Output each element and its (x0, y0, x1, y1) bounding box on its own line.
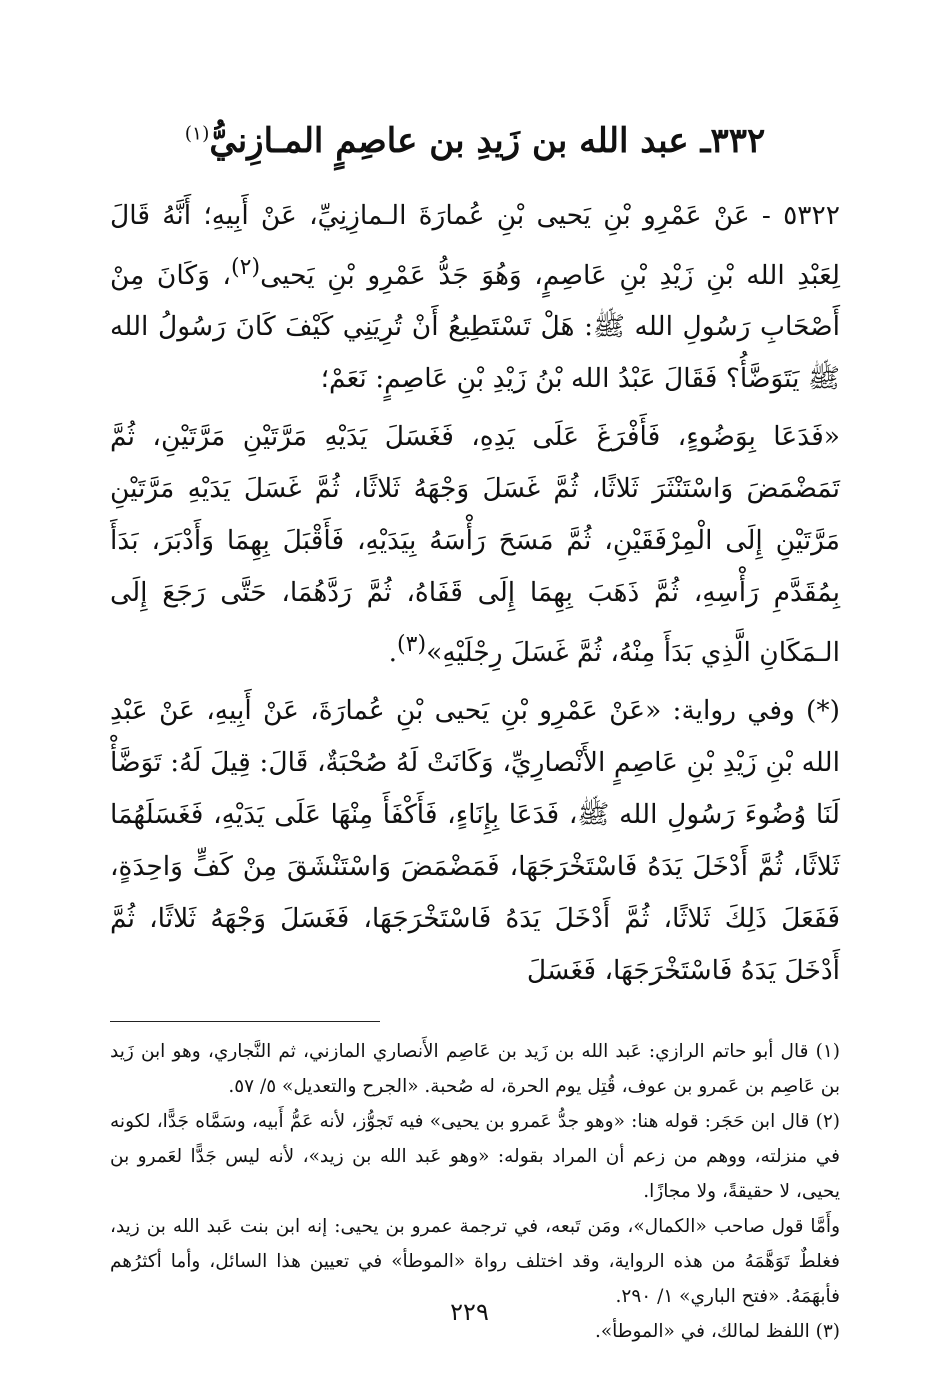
hadith-paragraph-3 (110, 685, 840, 997)
chapter-title-text: ٣٣٢ـ عبد الله بن زَيدِ بن عاصِمٍ المـازِنيُّ (209, 121, 766, 161)
footnote-3: (٣) اللفظ لمالك، في «الموطأ». (594, 1321, 840, 1343)
hadith-paragraph-1 (110, 190, 840, 406)
hadith-paragraph-2 (110, 411, 840, 679)
chapter-title (110, 118, 840, 166)
footnote-divider-wrap (110, 1003, 840, 1034)
paragraph-text: (*) وفي رواية: «عَنْ عَمْرِو بْنِ يَحيى بْنِ عُمارَةَ، عَنْ أَبِيهِ، عَنْ عَبْدِ الله بْنِ زَيْدِ بْنِ عَاصِمٍ الأَنْصارِيِّ، وَكَانَتْ لَهُ صُحْبَةٌ، قَالَ: قِيلَ لَهُ: تَوَضَّأْ لَنَا وُضُوءَ رَسُولِ الله ﷺ، فَدَعَا بِإِنَاءٍ، فَأَكْفَأَ مِنْهَا عَلَى يَدَيْهِ، فَغَسَلَهُمَا ثَلاثًا، ثُمَّ أَدْخَلَ يَدَهُ فَاسْتَخْرَجَهَا، فَمَضْمَضَ وَاسْتَنْشَقَ مِنْ كَفٍّ وَاحِدَةٍ، فَفَعَلَ ذَلِكَ ثَلاثًا، ثُمَّ أَدْخَلَ يَدَهُ فَاسْتَخْرَجَهَا، فَغَسَلَ وَجْهَهُ ثَلاثًا، ثُمَّ أَدْخَلَ يَدَهُ فَاسْتَخْرَجَهَا، فَغَسَلَ (110, 695, 840, 987)
footnote-divider (110, 1021, 380, 1022)
footnote-2-continued: وأَمَّا قول صاحب «الكمال»، ومَن تَبعه، في ترجمة عمرو بن يحيى: إنه ابن بنت عَبد الله بن زيد، فغلطٌ تَوَهَّمَهُ من هذه الرواية، وقد اختلف رواة «الموطأ» في تعيين هذا السائل، وأما أكثرُهم فأبهَمَهُ. «فتح الباري» ١/ ٢٩٠. (110, 1216, 840, 1308)
paragraph-text: ، وَكَانَ مِنْ أَصْحَابِ رَسُولِ الله ﷺ: هَلْ تَسْتَطِيعُ أَنْ تُرِيَنِي كَيْفَ كَانَ رَسُولُ الله ﷺ يَتَوَضَّأُ؟ فَقَالَ عَبْدُ الله بْنُ زَيْدِ بْنِ عَاصِمٍ: نَعَمْ؛ (110, 259, 840, 395)
page-content (110, 110, 840, 1349)
paragraph-text: «فَدَعَا بِوَضُوءٍ، فَأَفْرَغَ عَلَى يَدِهِ، فَغَسَلَ يَدَيْهِ مَرَّتَيْنِ مَرَّتَيْنِ، ثُمَّ تَمَضْمَضَ وَاسْتَنْثَرَ ثَلاثًا، ثُمَّ غَسَلَ وَجْهَهُ ثَلاثًا، ثُمَّ غَسَلَ يَدَيْهِ مَرَّتَيْنِ مَرَّتَيْنِ إِلَى الْمِرْفَقَيْنِ، ثُمَّ مَسَحَ رَأْسَهُ بِيَدَيْهِ، فَأَقْبَلَ بِهِمَا وَأَدْبَرَ، بَدَأَ بِمُقَدَّمِ رَأْسِهِ، ثُمَّ ذَهَبَ بِهِمَا إِلَى قَفَاهُ، ثُمَّ رَدَّهُمَا، حَتَّى رَجَعَ إِلَى الـمَكَانِ الَّذِي بَدَأَ مِنْهُ، ثُمَّ غَسَلَ رِجْلَيْهِ» (110, 421, 840, 669)
footnote-1: (١) قال أبو حاتم الرازي: عَبد الله بن زَيد بن عَاصِم الأَنصاري المازني، ثم النَّجاري، وهو ابن زَيد بن عَاصِم بن عَمرو بن عوف، قُتِل يوم الحرة، له صُحبة. «الجرح والتعديل» ٥/ ٥٧. (110, 1041, 840, 1098)
paragraph-text: . (388, 637, 398, 669)
footnote-marker-3: (٣) (397, 632, 427, 658)
paragraph-text: ٥٣٢٢ - عَنْ عَمْرِو بْنِ يَحيى بْنِ عُمارَةَ الـمازِنِيِّ، عَنْ أَبِيهِ؛ أَنَّهُ قَالَ لِعَبْدِ الله بْنِ زَيْدِ بْنِ عَاصِمٍ، وَهُوَ جَدُّ عَمْرِو بْنِ يَحيى (110, 199, 841, 291)
footnote-marker-1: (١) (184, 123, 210, 145)
page-number: ٢٢٩ (450, 1298, 489, 1326)
footnote-marker-2: (٢) (230, 254, 261, 280)
footnote-2: (٢) قال ابن حَجَر: قوله هنا: «وهو جدُّ عَمرو بن يحيى» فيه تَجوُّز، لأنه عَمُّ أَبيه، وسَمَّاه جَدًّا، لكونه في منزلته، ووهم من زعم أن المراد بقوله: «وهو عَبد الله بن زيد»، لأنه ليس جَدًّا لعَمرو بن يحيى، لا حقيقةً، ولا مجازًا. (110, 1111, 840, 1203)
